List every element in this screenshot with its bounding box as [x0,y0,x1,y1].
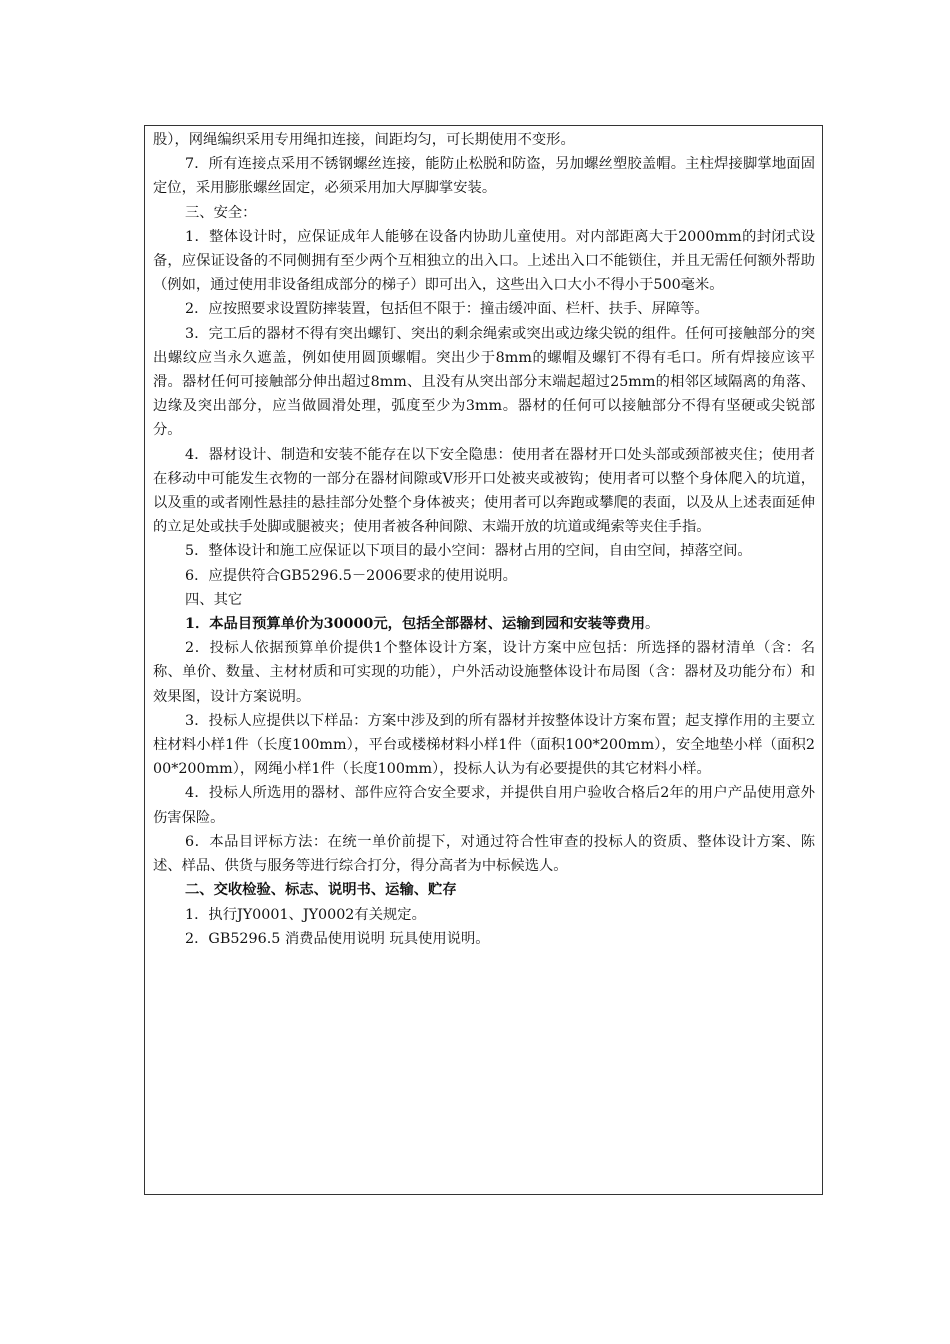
paragraph-acceptance-2: 2．GB5296.5 消费品使用说明 玩具使用说明。 [185,930,490,947]
paragraph-safety-6: 6．应提供符合GB5296.5－2006要求的使用说明。 [185,567,517,584]
paragraph-net-rope: 股），网绳编织采用专用绳扣连接，间距均匀，可长期使用不变形。 [153,132,575,148]
paragraph-other-4-insurance: 4．投标人所选用的器材、部件应符合安全要求，并提供自用户验收合格后2年的用户产品使用意外伤害保险。 [153,785,815,826]
budget-suffix: 。 [645,616,660,633]
section-heading-acceptance: 二、交收检验、标志、说明书、运输、贮存 [185,882,457,899]
paragraph-safety-4: 4．器材设计、制造和安装不能存在以下安全隐患：使用者在器材开口处头部或颈部被夹住；使用者在移动中可能发生衣物的一部分在器材间隙或V形开口处被夹或被钩；使用者可以整个身体爬入的坑道，以及重的或者刚性悬挂的悬挂部分处整个身体被夹；使用者可以奔跑或攀爬的表面，以及从上述表面延伸的立足处或扶手处脚或腿被夹；使用者被各种间隙、末端开放的坑道或绳索等夹住手指。 [153,446,815,536]
paragraph-item-7-connections: 7．所有连接点采用不锈钢螺丝连接，能防止松脱和防盗，另加螺丝塑胶盖帽。主柱焊接脚掌地面固定位，采用膨胀螺丝固定，必须采用加大厚脚掌安装。 [153,156,815,197]
document-body [153,128,815,951]
paragraph-other-3-samples: 3．投标人应提供以下样品：方案中涉及到的所有器材并按整体设计方案布置；起支撑作用的主要立柱材料小样1件（长度100mm），平台或楼梯材料小样1件（面积100*200mm），安全地垫小样（面积200*200mm），网绳小样1件（长度100mm），投标人认为有必要提供的其它材料小样。 [153,712,815,778]
paragraph-other-2-design: 2．投标人依据预算单价提供1个整体设计方案，设计方案中应包括：所选择的器材清单（含：名称、单价、数量、主材材质和可实现的功能），户外活动设施整体设计布局图（含：器材及功能分布）和效果图，设计方案说明。 [153,640,815,705]
paragraph-safety-1: 1．整体设计时，应保证成年人能够在设备内协助儿童使用。对内部距离大于2000mm的封闭式设备，应保证设备的不同侧拥有至少两个互相独立的出入口。上述出入口不能锁住，并且无需任何额外帮助（例如，通过使用非设备组成部分的梯子）即可出入，这些出入口大小不得小于500毫米。 [153,228,815,294]
paragraph-other-6-evaluation: 6．本品目评标方法：在统一单价前提下，对通过符合性审查的投标人的资质、整体设计方案、陈述、样品、供货与服务等进行综合打分，得分高者为中标候选人。 [153,833,815,875]
paragraph-other-1-budget [153,612,815,636]
paragraph-safety-5: 5．整体设计和施工应保证以下项目的最小空间：器材占用的空间，自由空间，掉落空间。 [185,543,752,560]
paragraph-safety-3: 3．完工后的器材不得有突出螺钉、突出的剩余绳索或突出或边缘尖锐的组件。任何可接触部分的突出螺纹应当永久遮盖，例如使用圆顶螺帽。突出少于8mm的螺帽及螺钉不得有毛口。所有焊接应该平滑。器材任何可接触部分伸出超过8mm、且没有从突出部分末端起超过25mm的相邻区域隔离的角落、边缘及突出部分，应当做圆滑处理，弧度至少为3mm。器材的任何可以接触部分不得有坚硬或尖锐部分。 [153,325,815,439]
section-heading-other: 四、其它 [185,591,243,608]
section-heading-safety: 三、安全： [185,204,257,221]
paragraph-safety-2: 2．应按照要求设置防摔装置，包括但不限于：撞击缓冲面、栏杆、扶手、屏障等。 [185,301,709,318]
paragraph-acceptance-1: 1．执行JY0001、JY0002有关规定。 [185,906,426,923]
budget-bold-text: 1．本品目预算单价为30000元，包括全部器材、运输到园和安装等费用 [185,616,645,633]
